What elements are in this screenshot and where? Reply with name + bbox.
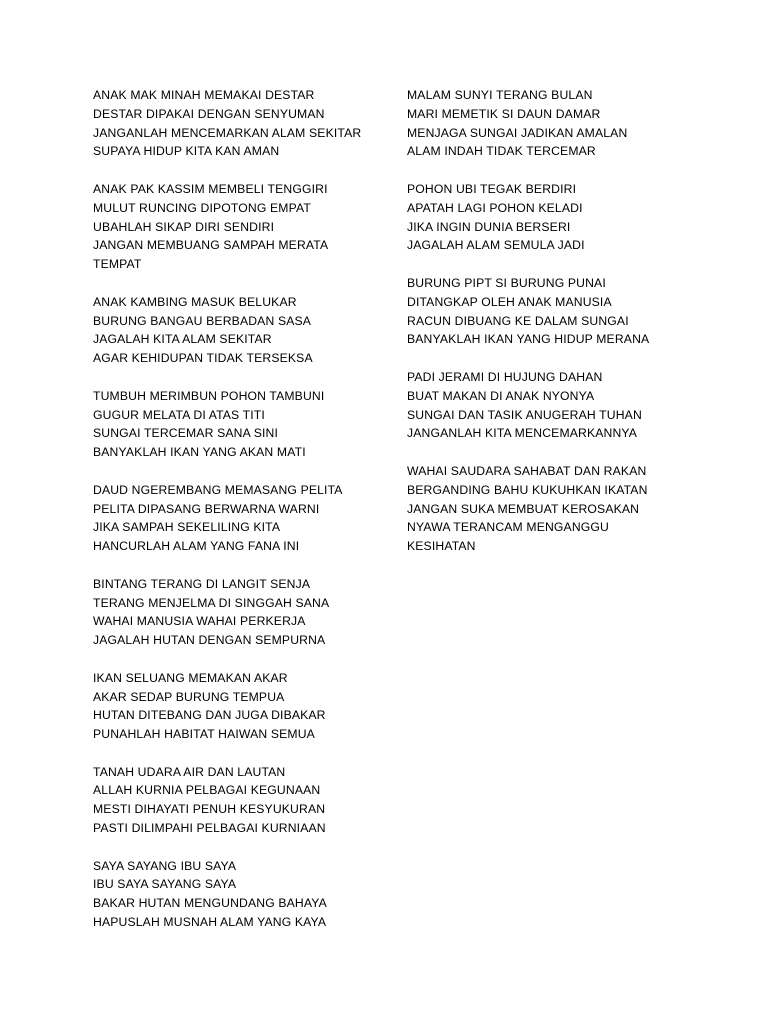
verse-line: DESTAR DIPAKAI DENGAN SENYUMAN [93, 106, 325, 121]
verse-line: PELITA DIPASANG BERWARNA WARNI [93, 501, 320, 516]
verse-line: ANAK MAK MINAH MEMAKAI DESTAR [93, 88, 315, 102]
verse-line: BANYAKLAH IKAN YANG AKAN MATI [93, 445, 306, 460]
stanza [93, 763, 383, 838]
verse-line: ALLAH KURNIA PELBAGAI KEGUNAAN [93, 783, 321, 798]
verse-line: IBU SAYA SAYANG SAYA [93, 877, 237, 892]
stanza [93, 575, 383, 650]
verse-line: WAHAI SAUDARA SAHABAT DAN RAKAN [407, 463, 647, 478]
verse-line: MULUT RUNCING DIPOTONG EMPAT [93, 200, 311, 215]
right-column [407, 86, 707, 575]
verse-line: BINTANG TERANG DI LANGIT SENJA [93, 576, 311, 591]
stanza [93, 387, 383, 462]
stanza [407, 274, 707, 349]
stanza [407, 86, 707, 161]
verse-line: JAGALAH ALAM SEMULA JADI [407, 238, 585, 253]
verse-line: MENJAGA SUNGAI JADIKAN AMALAN [407, 125, 628, 140]
verse-line: DITANGKAP OLEH ANAK MANUSIA [407, 294, 612, 309]
verse-line: TERANG MENJELMA DI SINGGAH SANA [93, 595, 330, 610]
verse-line: PASTI DILIMPAHI PELBAGAI KURNIAAN [93, 821, 326, 836]
verse-line: UBAHLAH SIKAP DIRI SENDIRI [93, 219, 275, 234]
verse-line: WAHAI MANUSIA WAHAI PERKERJA [93, 614, 306, 629]
verse-line: AKAR SEDAP BURUNG TEMPUA [93, 689, 285, 704]
verse-line: MARI MEMETIK SI DAUN DAMAR [407, 106, 601, 121]
verse-line: SUPAYA HIDUP KITA KAN AMAN [93, 144, 280, 159]
verse-line: PADI JERAMI DI HUJUNG DAHAN [407, 369, 603, 384]
verse-line: BURUNG PIPT SI BURUNG PUNAI [407, 275, 606, 290]
verse-line: ANAK KAMBING MASUK BELUKAR [93, 294, 297, 309]
verse-line: JANGANLAH KITA MENCEMARKANNYA [407, 426, 638, 441]
verse-line: HAPUSLAH MUSNAH ALAM YANG KAYA [93, 915, 327, 930]
stanza [93, 481, 383, 556]
verse-line: HUTAN DITEBANG DAN JUGA DIBAKAR [93, 708, 326, 723]
left-column [93, 86, 383, 951]
verse-line: SUNGAI DAN TASIK ANUGERAH TUHAN [407, 407, 642, 422]
verse-line: ANAK PAK KASSIM MEMBELI TENGGIRI [93, 181, 328, 196]
verse-line: SUNGAI TERCEMAR SANA SINI [93, 426, 279, 441]
verse-line: MALAM SUNYI TERANG BULAN [407, 88, 593, 102]
verse-line: KESIHATAN [407, 539, 476, 554]
verse-line: JIKA SAMPAH SEKELILING KITA [93, 520, 281, 535]
stanza [93, 857, 383, 932]
stanza [93, 86, 383, 161]
verse-line: JANGAN MEMBUANG SAMPAH MERATA [93, 238, 329, 253]
verse-line: HANCURLAH ALAM YANG FANA INI [93, 539, 300, 554]
verse-line: MESTI DIHAYATI PENUH KESYUKURAN [93, 802, 326, 817]
verse-line: SAYA SAYANG IBU SAYA [93, 858, 237, 873]
verse-line: ALAM INDAH TIDAK TERCEMAR [407, 144, 596, 159]
verse-line: APATAH LAGI POHON KELADI [407, 200, 583, 215]
verse-line: IKAN SELUANG MEMAKAN AKAR [93, 670, 288, 685]
verse-line: POHON UBI TEGAK BERDIRI [407, 181, 577, 196]
verse-line: NYAWA TERANCAM MENGANGGU [407, 520, 610, 535]
stanza [407, 368, 707, 443]
stanza [407, 462, 707, 556]
verse-line: GUGUR MELATA DI ATAS TITI [93, 407, 265, 422]
stanza [93, 180, 383, 274]
verse-line: BAKAR HUTAN MENGUNDANG BAHAYA [93, 896, 327, 911]
verse-line: PUNAHLAH HABITAT HAIWAN SEMUA [93, 727, 315, 742]
verse-line: TEMPAT [93, 257, 142, 272]
verse-line: BURUNG BANGAU BERBADAN SASA [93, 313, 312, 328]
stanza [93, 293, 383, 368]
verse-line: JANGAN SUKA MEMBUAT KEROSAKAN [407, 501, 640, 516]
verse-line: BANYAKLAH IKAN YANG HIDUP MERANA [407, 332, 650, 347]
verse-line: TUMBUH MERIMBUN POHON TAMBUNI [93, 388, 325, 403]
verse-line: JAGALAH KITA ALAM SEKITAR [93, 332, 272, 347]
verse-line: JIKA INGIN DUNIA BERSERI [407, 219, 571, 234]
verse-line: TANAH UDARA AIR DAN LAUTAN [93, 764, 286, 779]
verse-line: JANGANLAH MENCEMARKAN ALAM SEKITAR [93, 125, 362, 140]
verse-line: RACUN DIBUANG KE DALAM SUNGAI [407, 313, 629, 328]
verse-line: JAGALAH HUTAN DENGAN SEMPURNA [93, 633, 326, 648]
verse-line: BERGANDING BAHU KUKUHKAN IKATAN [407, 482, 648, 497]
stanza [93, 669, 383, 744]
verse-line: DAUD NGEREMBANG MEMASANG PELITA [93, 482, 343, 497]
stanza [407, 180, 707, 255]
verse-line: AGAR KEHIDUPAN TIDAK TERSEKSA [93, 351, 313, 366]
verse-line: BUAT MAKAN DI ANAK NYONYA [407, 388, 595, 403]
